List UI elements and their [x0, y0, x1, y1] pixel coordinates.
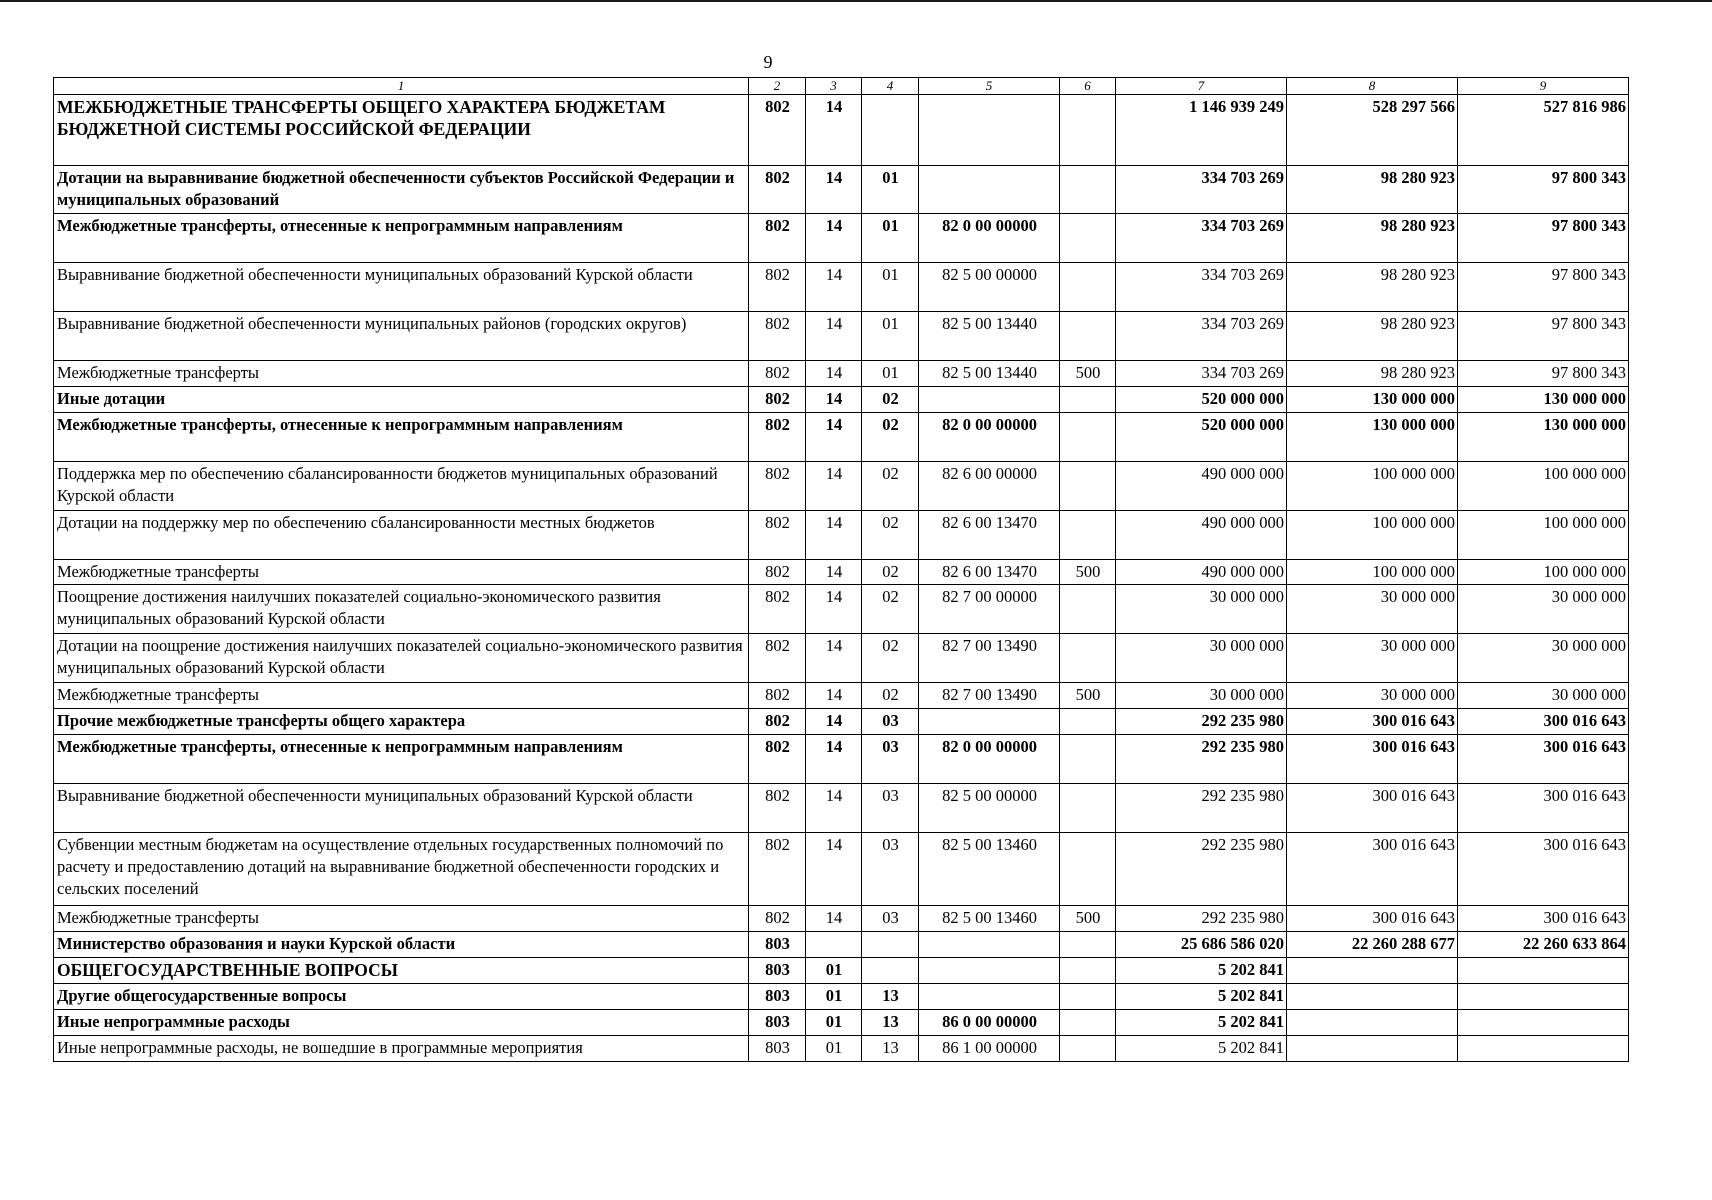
- row-code-target-article: [919, 166, 1060, 214]
- row-amount-col8: 30 000 000: [1287, 585, 1458, 634]
- row-code-ministry: 802: [749, 387, 806, 413]
- row-amount-col7: 30 000 000: [1116, 634, 1287, 683]
- row-code-ministry: 803: [749, 984, 806, 1010]
- row-amount-col8: 130 000 000: [1287, 413, 1458, 462]
- row-description: Межбюджетные трансферты, отнесенные к непрограммным направлениям: [54, 214, 749, 263]
- row-amount-col8: [1287, 1010, 1458, 1036]
- row-code-subsection: 03: [862, 906, 919, 932]
- row-code-expense-type: [1060, 166, 1116, 214]
- row-amount-col7: 520 000 000: [1116, 413, 1287, 462]
- row-code-subsection: [862, 932, 919, 958]
- row-code-expense-type: [1060, 634, 1116, 683]
- table-row: [54, 263, 1629, 312]
- row-code-target-article: 82 7 00 00000: [919, 585, 1060, 634]
- row-code-section: 14: [806, 683, 862, 709]
- row-code-subsection: 01: [862, 312, 919, 361]
- row-code-ministry: 802: [749, 735, 806, 784]
- row-amount-col7: 520 000 000: [1116, 387, 1287, 413]
- row-code-target-article: 82 0 00 00000: [919, 214, 1060, 263]
- row-amount-col9: 300 016 643: [1458, 735, 1629, 784]
- row-code-subsection: 01: [862, 361, 919, 387]
- row-description: Дотации на выравнивание бюджетной обеспеченности субъектов Российской Федерации и муниципальных образований: [54, 166, 749, 214]
- row-code-target-article: 82 7 00 13490: [919, 683, 1060, 709]
- row-description: Межбюджетные трансферты: [54, 560, 749, 585]
- row-code-ministry: 802: [749, 634, 806, 683]
- row-code-expense-type: [1060, 585, 1116, 634]
- table-row: [54, 387, 1629, 413]
- row-amount-col9: 300 016 643: [1458, 784, 1629, 833]
- row-code-subsection: 13: [862, 1036, 919, 1062]
- row-code-section: 14: [806, 735, 862, 784]
- row-code-ministry: 802: [749, 413, 806, 462]
- table-row: [54, 634, 1629, 683]
- row-code-subsection: [862, 958, 919, 984]
- row-description: Дотации на поощрение достижения наилучших показателей социально-экономического развития муниципальных образований Курской области: [54, 634, 749, 683]
- row-code-expense-type: [1060, 1036, 1116, 1062]
- table-row: [54, 984, 1629, 1010]
- row-amount-col8: 98 280 923: [1287, 166, 1458, 214]
- row-amount-col9: 97 800 343: [1458, 312, 1629, 361]
- row-code-section: 14: [806, 214, 862, 263]
- row-code-section: 14: [806, 709, 862, 735]
- row-amount-col9: 97 800 343: [1458, 214, 1629, 263]
- row-code-section: 01: [806, 1010, 862, 1036]
- row-code-section: 14: [806, 413, 862, 462]
- row-description: Межбюджетные трансферты: [54, 906, 749, 932]
- row-description: Иные дотации: [54, 387, 749, 413]
- row-description: Прочие межбюджетные трансферты общего характера: [54, 709, 749, 735]
- row-code-section: 14: [806, 634, 862, 683]
- row-code-expense-type: [1060, 462, 1116, 511]
- budget-table: [53, 77, 1629, 1062]
- row-code-subsection: 01: [862, 214, 919, 263]
- row-amount-col9: 100 000 000: [1458, 511, 1629, 560]
- column-number: 8: [1287, 78, 1458, 95]
- row-code-ministry: 802: [749, 95, 806, 166]
- row-amount-col8: 130 000 000: [1287, 387, 1458, 413]
- row-description: Выравнивание бюджетной обеспеченности муниципальных образований Курской области: [54, 784, 749, 833]
- row-amount-col8: 100 000 000: [1287, 462, 1458, 511]
- row-code-section: 14: [806, 906, 862, 932]
- row-code-expense-type: [1060, 1010, 1116, 1036]
- row-code-expense-type: [1060, 387, 1116, 413]
- table-row: [54, 462, 1629, 511]
- row-code-ministry: 802: [749, 511, 806, 560]
- row-description: Иные непрограммные расходы, не вошедшие в программные мероприятия: [54, 1036, 749, 1062]
- row-amount-col7: 30 000 000: [1116, 683, 1287, 709]
- row-amount-col9: [1458, 958, 1629, 984]
- row-description: Выравнивание бюджетной обеспеченности муниципальных районов (городских округов): [54, 312, 749, 361]
- row-code-subsection: 03: [862, 784, 919, 833]
- row-code-section: 14: [806, 560, 862, 585]
- row-code-target-article: [919, 95, 1060, 166]
- row-code-ministry: 802: [749, 709, 806, 735]
- row-amount-col8: 100 000 000: [1287, 560, 1458, 585]
- column-number: 5: [919, 78, 1060, 95]
- scan-top-edge: [0, 0, 1712, 2]
- row-description: Поощрение достижения наилучших показателей социально-экономического развития муниципальных образований Курской области: [54, 585, 749, 634]
- row-code-subsection: 02: [862, 462, 919, 511]
- row-code-expense-type: 500: [1060, 560, 1116, 585]
- row-code-subsection: [862, 95, 919, 166]
- row-code-ministry: 802: [749, 585, 806, 634]
- row-amount-col9: 30 000 000: [1458, 683, 1629, 709]
- row-code-ministry: 802: [749, 263, 806, 312]
- row-code-expense-type: 500: [1060, 361, 1116, 387]
- row-code-target-article: 82 7 00 13490: [919, 634, 1060, 683]
- row-code-section: 01: [806, 958, 862, 984]
- row-description: Поддержка мер по обеспечению сбалансированности бюджетов муниципальных образований Курской области: [54, 462, 749, 511]
- row-amount-col7: 334 703 269: [1116, 166, 1287, 214]
- row-code-expense-type: [1060, 984, 1116, 1010]
- row-amount-col8: 30 000 000: [1287, 683, 1458, 709]
- row-description: Межбюджетные трансферты: [54, 361, 749, 387]
- row-amount-col9: 30 000 000: [1458, 634, 1629, 683]
- row-amount-col7: 490 000 000: [1116, 560, 1287, 585]
- row-amount-col7: 292 235 980: [1116, 735, 1287, 784]
- row-amount-col8: 528 297 566: [1287, 95, 1458, 166]
- row-amount-col9: [1458, 1036, 1629, 1062]
- row-description: Дотации на поддержку мер по обеспечению сбалансированности местных бюджетов: [54, 511, 749, 560]
- row-code-ministry: 803: [749, 958, 806, 984]
- row-description: Другие общегосударственные вопросы: [54, 984, 749, 1010]
- row-description: ОБЩЕГОСУДАРСТВЕННЫЕ ВОПРОСЫ: [54, 958, 749, 984]
- row-amount-col7: 1 146 939 249: [1116, 95, 1287, 166]
- row-code-ministry: 802: [749, 462, 806, 511]
- row-amount-col7: 334 703 269: [1116, 263, 1287, 312]
- column-number: 2: [749, 78, 806, 95]
- row-amount-col7: 334 703 269: [1116, 361, 1287, 387]
- row-amount-col7: 490 000 000: [1116, 511, 1287, 560]
- row-code-expense-type: [1060, 735, 1116, 784]
- row-amount-col9: 22 260 633 864: [1458, 932, 1629, 958]
- column-number-row: [54, 78, 1629, 95]
- row-amount-col7: 5 202 841: [1116, 984, 1287, 1010]
- table-row: [54, 166, 1629, 214]
- page-number: 9: [763, 52, 773, 72]
- table-row: [54, 95, 1629, 166]
- row-description: Межбюджетные трансферты: [54, 683, 749, 709]
- row-code-section: 14: [806, 585, 862, 634]
- row-code-subsection: 02: [862, 560, 919, 585]
- column-number: 1: [54, 78, 749, 95]
- row-amount-col7: 292 235 980: [1116, 906, 1287, 932]
- row-code-ministry: 802: [749, 560, 806, 585]
- row-amount-col7: 334 703 269: [1116, 312, 1287, 361]
- row-code-subsection: 03: [862, 709, 919, 735]
- row-amount-col9: 97 800 343: [1458, 361, 1629, 387]
- row-amount-col8: 300 016 643: [1287, 709, 1458, 735]
- row-amount-col7: 292 235 980: [1116, 833, 1287, 906]
- row-code-section: [806, 932, 862, 958]
- row-amount-col8: 300 016 643: [1287, 833, 1458, 906]
- row-amount-col9: 100 000 000: [1458, 560, 1629, 585]
- row-code-expense-type: [1060, 263, 1116, 312]
- table-row: [54, 932, 1629, 958]
- row-code-ministry: 802: [749, 166, 806, 214]
- table-row: [54, 683, 1629, 709]
- table-row: [54, 585, 1629, 634]
- row-code-subsection: 02: [862, 413, 919, 462]
- row-code-target-article: [919, 387, 1060, 413]
- row-amount-col9: 97 800 343: [1458, 166, 1629, 214]
- row-code-subsection: 13: [862, 984, 919, 1010]
- table-row: [54, 361, 1629, 387]
- row-code-subsection: 02: [862, 387, 919, 413]
- row-code-ministry: 802: [749, 312, 806, 361]
- row-code-expense-type: 500: [1060, 683, 1116, 709]
- row-code-section: 14: [806, 361, 862, 387]
- table-row: [54, 560, 1629, 585]
- row-code-target-article: 86 1 00 00000: [919, 1036, 1060, 1062]
- row-code-target-article: [919, 958, 1060, 984]
- column-number: 7: [1116, 78, 1287, 95]
- row-code-ministry: 802: [749, 214, 806, 263]
- row-code-expense-type: [1060, 709, 1116, 735]
- row-code-expense-type: [1060, 958, 1116, 984]
- row-code-ministry: 802: [749, 906, 806, 932]
- row-code-ministry: 802: [749, 833, 806, 906]
- row-amount-col9: [1458, 984, 1629, 1010]
- row-code-section: 14: [806, 462, 862, 511]
- row-description: Выравнивание бюджетной обеспеченности муниципальных образований Курской области: [54, 263, 749, 312]
- row-description: Межбюджетные трансферты, отнесенные к непрограммным направлениям: [54, 413, 749, 462]
- row-code-target-article: [919, 709, 1060, 735]
- row-amount-col8: 98 280 923: [1287, 214, 1458, 263]
- row-amount-col7: 292 235 980: [1116, 784, 1287, 833]
- row-code-target-article: 82 5 00 00000: [919, 263, 1060, 312]
- row-code-target-article: 82 5 00 13440: [919, 312, 1060, 361]
- row-amount-col7: 490 000 000: [1116, 462, 1287, 511]
- row-code-subsection: 02: [862, 683, 919, 709]
- row-code-subsection: 02: [862, 585, 919, 634]
- row-code-subsection: 01: [862, 263, 919, 312]
- row-description: Министерство образования и науки Курской области: [54, 932, 749, 958]
- row-code-ministry: 803: [749, 932, 806, 958]
- row-code-subsection: 02: [862, 634, 919, 683]
- row-amount-col9: 30 000 000: [1458, 585, 1629, 634]
- row-code-section: 14: [806, 511, 862, 560]
- row-amount-col7: 5 202 841: [1116, 1036, 1287, 1062]
- row-description: МЕЖБЮДЖЕТНЫЕ ТРАНСФЕРТЫ ОБЩЕГО ХАРАКТЕРА БЮДЖЕТАМ БЮДЖЕТНОЙ СИСТЕМЫ РОССИЙСКОЙ ФЕДЕРАЦИИ: [54, 95, 749, 166]
- row-amount-col8: 30 000 000: [1287, 634, 1458, 683]
- row-code-section: 14: [806, 312, 862, 361]
- row-code-subsection: 03: [862, 735, 919, 784]
- table-row: [54, 312, 1629, 361]
- row-code-target-article: 86 0 00 00000: [919, 1010, 1060, 1036]
- row-code-section: 14: [806, 263, 862, 312]
- row-code-target-article: 82 5 00 00000: [919, 784, 1060, 833]
- column-number: 9: [1458, 78, 1629, 95]
- row-amount-col8: 300 016 643: [1287, 735, 1458, 784]
- row-code-target-article: [919, 932, 1060, 958]
- row-code-section: 14: [806, 833, 862, 906]
- row-description: Субвенции местным бюджетам на осуществление отдельных государственных полномочий по расчету и предоставлению дотаций на выравнивание бюджетной обеспеченности городских и сельских поселений: [54, 833, 749, 906]
- row-amount-col9: 300 016 643: [1458, 709, 1629, 735]
- row-code-ministry: 803: [749, 1036, 806, 1062]
- row-amount-col9: 527 816 986: [1458, 95, 1629, 166]
- row-code-expense-type: [1060, 784, 1116, 833]
- table-row: [54, 906, 1629, 932]
- row-amount-col9: 130 000 000: [1458, 387, 1629, 413]
- row-amount-col8: 22 260 288 677: [1287, 932, 1458, 958]
- row-code-target-article: 82 5 00 13440: [919, 361, 1060, 387]
- row-amount-col9: 300 016 643: [1458, 833, 1629, 906]
- table-row: [54, 833, 1629, 906]
- row-code-expense-type: [1060, 932, 1116, 958]
- row-code-expense-type: [1060, 312, 1116, 361]
- table-row: [54, 784, 1629, 833]
- row-code-section: 14: [806, 166, 862, 214]
- row-code-section: 14: [806, 95, 862, 166]
- row-amount-col9: 100 000 000: [1458, 462, 1629, 511]
- table-row: [54, 413, 1629, 462]
- row-code-expense-type: [1060, 413, 1116, 462]
- row-code-section: 01: [806, 984, 862, 1010]
- row-amount-col8: 98 280 923: [1287, 312, 1458, 361]
- row-code-target-article: [919, 984, 1060, 1010]
- row-description: Иные непрограммные расходы: [54, 1010, 749, 1036]
- row-code-section: 14: [806, 784, 862, 833]
- table-row: [54, 1010, 1629, 1036]
- row-code-target-article: 82 6 00 13470: [919, 560, 1060, 585]
- row-code-target-article: 82 0 00 00000: [919, 413, 1060, 462]
- row-amount-col8: 98 280 923: [1287, 263, 1458, 312]
- row-amount-col8: 300 016 643: [1287, 906, 1458, 932]
- column-number: 6: [1060, 78, 1116, 95]
- row-code-expense-type: [1060, 214, 1116, 263]
- column-number: 4: [862, 78, 919, 95]
- row-code-ministry: 803: [749, 1010, 806, 1036]
- row-amount-col7: 292 235 980: [1116, 709, 1287, 735]
- row-amount-col7: 5 202 841: [1116, 958, 1287, 984]
- row-amount-col8: [1287, 958, 1458, 984]
- table-row: [54, 735, 1629, 784]
- row-amount-col9: [1458, 1010, 1629, 1036]
- row-code-ministry: 802: [749, 683, 806, 709]
- table-body: [54, 95, 1629, 1062]
- row-description: Межбюджетные трансферты, отнесенные к непрограммным направлениям: [54, 735, 749, 784]
- row-code-subsection: 02: [862, 511, 919, 560]
- row-code-subsection: 03: [862, 833, 919, 906]
- row-amount-col8: 98 280 923: [1287, 361, 1458, 387]
- row-amount-col9: 97 800 343: [1458, 263, 1629, 312]
- row-amount-col8: 300 016 643: [1287, 784, 1458, 833]
- row-code-target-article: 82 6 00 00000: [919, 462, 1060, 511]
- row-amount-col8: 100 000 000: [1287, 511, 1458, 560]
- row-amount-col7: 30 000 000: [1116, 585, 1287, 634]
- table-row: [54, 1036, 1629, 1062]
- table-row: [54, 511, 1629, 560]
- row-amount-col8: [1287, 984, 1458, 1010]
- row-amount-col7: 25 686 586 020: [1116, 932, 1287, 958]
- row-code-ministry: 802: [749, 784, 806, 833]
- row-code-target-article: 82 0 00 00000: [919, 735, 1060, 784]
- row-code-subsection: 01: [862, 166, 919, 214]
- row-code-subsection: 13: [862, 1010, 919, 1036]
- table-row: [54, 958, 1629, 984]
- row-code-section: 14: [806, 387, 862, 413]
- table-row: [54, 214, 1629, 263]
- row-code-expense-type: 500: [1060, 906, 1116, 932]
- row-code-target-article: 82 5 00 13460: [919, 906, 1060, 932]
- row-code-section: 01: [806, 1036, 862, 1062]
- row-amount-col7: 5 202 841: [1116, 1010, 1287, 1036]
- column-number: 3: [806, 78, 862, 95]
- row-amount-col7: 334 703 269: [1116, 214, 1287, 263]
- row-code-target-article: 82 5 00 13460: [919, 833, 1060, 906]
- row-code-target-article: 82 6 00 13470: [919, 511, 1060, 560]
- row-code-ministry: 802: [749, 361, 806, 387]
- row-amount-col8: [1287, 1036, 1458, 1062]
- row-code-expense-type: [1060, 95, 1116, 166]
- row-amount-col9: 130 000 000: [1458, 413, 1629, 462]
- row-code-expense-type: [1060, 833, 1116, 906]
- row-code-expense-type: [1060, 511, 1116, 560]
- table-row: [54, 709, 1629, 735]
- row-amount-col9: 300 016 643: [1458, 906, 1629, 932]
